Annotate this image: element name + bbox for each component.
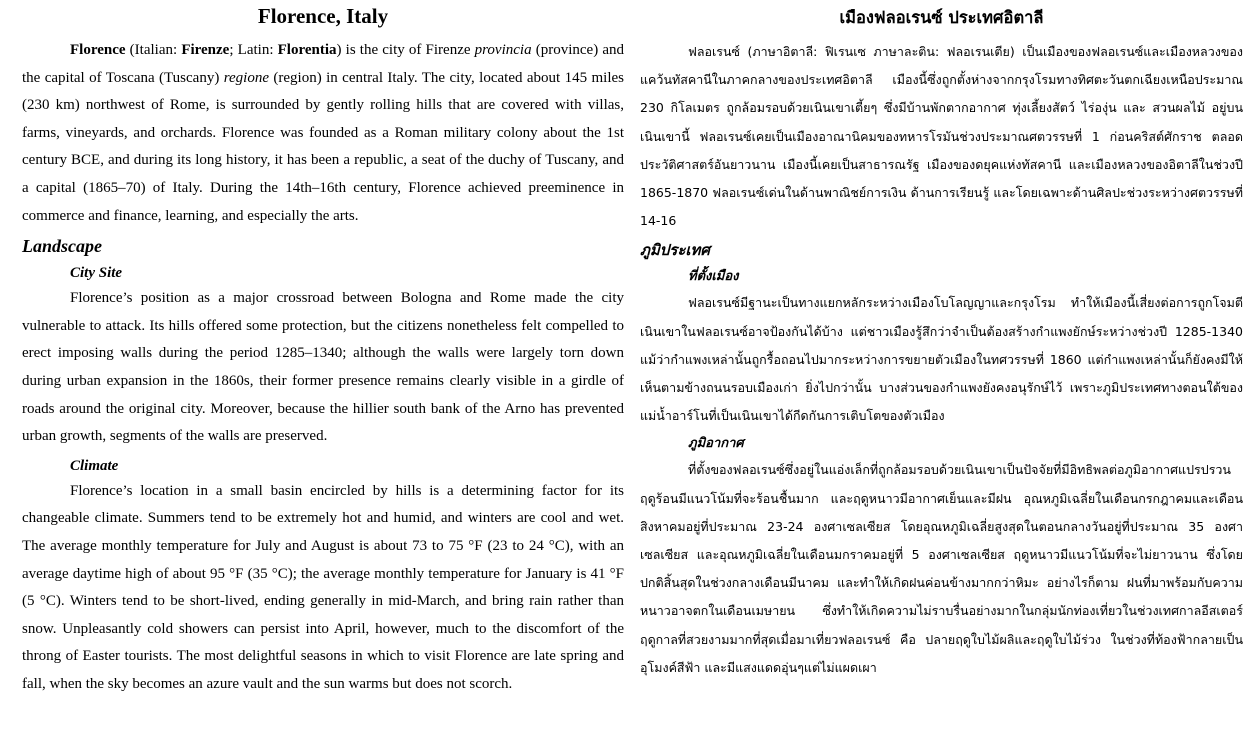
intro-text-4: (province) and the capital of Toscana (Tuscany) [22,42,624,86]
term-firenze: Firenze [181,42,230,58]
english-city-site-heading: City Site [70,265,123,282]
term-florentia: Florentia [277,42,337,58]
english-landscape-heading: Landscape [22,236,102,257]
intro-text-1: (Italian: [125,42,182,58]
thai-column [640,0,1243,682]
intro-text-2: ; Latin: [229,42,278,58]
english-intro-paragraph [22,37,624,230]
thai-city-site-paragraph: ฟลอเรนซ์มีฐานะเป็นทางแยกหลักระหว่างเมืองโบโลญญาและกรุงโรม ทำให้เมืองนี้เสี่ยงต่อการถูกโจมตี เนินเขาในฟลอเรนซ์อาจป้องกันได้บ้าง แต่ชาวเมืองรู้สึกว่าจำเป็นต้องสร้างกำแพงยักษ์ระหว่างช่วงปี 1285-1340 แม้ว่ากำแพงเหล่านั้นถูกรื้อถอนไปมากระหว่างการขยายตัวเมืองในทศวรรษที่ 1860 แต่กำแพงเหล่านั้นก็ยังคงมีให้เห็นตามข้างถนนรอบเมืองเก่า ยิ่งไปกว่านั้น บางส่วนของกำแพงยังคงอนุรักษ์ไว้ เพราะภูมิประเทศทางตอนใต้ของแม่น้ำอาร์โนที่เป็นเนินเขาได้กีดกันการเติบโตของตัวเมือง [640,295,1243,424]
term-regione: regione [223,69,269,86]
thai-climate-heading: ภูมิอากาศ [688,436,744,452]
english-climate-paragraph: Florence’s location in a small basin encircled by hills is a determining factor for its changeable climate. Summers tend to be extremely hot and humid, and winters are cool and wet. The average monthly temperature for July and August is about 73 to 75 °F (23 to 24 °C), with an average daytime high of about 95 °F (35 °C); the average monthly temperature for January is 41 °F (5 °C). Winters tend to be short-lived, ending generally in mid-March, and bring rain rather than snow. Unpleasantly cold showers can persist into April, however, much to the discomfort of the throng of Easter tourists. The most delightful seasons in which to visit Florence are late spring and fall, when the sky becomes an azure vault and the sun warms but does not scorch. [22,482,624,692]
intro-text-3: ) is the city of Firenze [336,42,475,58]
english-column [22,0,624,698]
thai-city-site-heading: ที่ตั้งเมือง [688,269,739,285]
term-florence: Florence [70,42,126,58]
thai-climate-paragraph: ที่ตั้งของฟลอเรนซ์ซึ่งอยู่ในแอ่งเล็กที่ถูกล้อมรอบด้วยเนินเขาเป็นปัจจัยที่มีอิทธิพลต่อภูมิอากาศแปรปรวน ฤดูร้อนมีแนวโน้มที่จะร้อนชื้นมาก และฤดูหนาวมีอากาศเย็นและมีฝน อุณหภูมิเฉลี่ยในเดือนกรกฎาคมและเดือนสิงหาคมอยู่ที่ประมาณ 23-24 องศาเซลเซียส โดยอุณหภูมิเฉลี่ยสูงสุดในตอนกลางวันอยู่ที่ประมาณ 35 องศาเซลเซียส และอุณหภูมิเฉลี่ยในเดือนมกราคมอยู่ที่ 5 องศาเซลเซียส ฤดูหนาวมีแนวโน้มที่จะไม่ยาวนาน ซึ่งโดยปกติสิ้นสุดในช่วงกลางเดือนมีนาคม และทำให้เกิดฝนค่อนข้างมากกว่าหิมะ อย่างไรก็ตาม ฝนที่มาพร้อมกับความหนาวอาจตกในเดือนเมษายน ซึ่งทำให้เกิดความไม่ราบรื่นอย่างมากในกลุ่มนักท่องเที่ยวในช่วงเทศกาลอีสเตอร์ ฤดูกาลที่สวยงามมากที่สุดเมื่อมาเที่ยวฟลอเรนซ์ คือ ปลายฤดูใบไม้ผลิและฤดูใบไม้ร่วง ในช่วงที่ท้องฟ้ากลายเป็นอุโมงค์สีฟ้า และมีแสงแดดอุ่นๆแต่ไม่แผดเผา [640,462,1243,675]
intro-text-5: (region) in central Italy. The city, located about 145 miles (230 km) northwest of Rome, is surrounded by gently rolling hills that are covered with villas, farms, vineyards, and orchards. Florence was founded as a Roman military colony about the 1st century BCE, and during its long history, it has been a republic, a seat of the duchy of Tuscany, and a capital (1865–70) of Italy. During the 14th–16th century, Florence achieved preeminence in commerce and finance, learning, and especially the arts. [22,69,624,224]
term-provincia: provincia [474,42,532,58]
english-city-site-paragraph: Florence’s position as a major crossroad between Bologna and Rome made the city vulnerable to attack. Its hills offered some protection, but the citizens nonetheless felt compelled to erect imposing walls during the period 1285–1340; although the walls were largely torn down during urban expansion in the 1860s, their former presence remains clearly visible in a girdle of roads around the original city. Moreover, because the hillier south bank of the Arno has prevented urban growth, segments of the walls are preserved. [22,290,624,445]
english-climate-heading: Climate [70,457,119,474]
english-title: Florence, Italy [257,4,389,28]
thai-landscape-heading: ภูมิประเทศ [640,241,710,260]
thai-intro-paragraph: ฟลอเรนซ์ (ภาษาอิตาลี: ฟิเรนเซ ภาษาละติน: ฟลอเรนเตีย) เป็นเมืองของฟลอเรนซ์และเมืองหลวงของแคว้นทัสคานีในภาคกลางของประเทศอิตาลี เมืองนี้ซึ่งถูกตั้งห่างจากกรุงโรมทางทิศตะวันตกเฉียงเหนือประมาณ 230 กิโลเมตร ถูกล้อมรอบด้วยเนินเขาเตี้ยๆ ซึ่งมีบ้านพักตากอากาศ ทุ่งเลี้ยงสัตว์ ไร่องุ่น และ สวนผลไม้ อยู่บนเนินเขานี้ ฟลอเรนซ์เคยเป็นเมืองอาณานิคมของทหารโรมันช่วงประมาณศตวรรษที่ 1 ก่อนคริสต์ศักราช ตลอดประวัติศาสตร์อันยาวนาน เมืองนี้เคยเป็นสาธารณรัฐ เมืองของดยุคแห่งทัสคานี และเมืองหลวงของอิตาลีในช่วงปี 1865-1870 ฟลอเรนซ์เด่นในด้านพาณิชย์การเงิน ด้านการเรียนรู้ และโดยเฉพาะด้านศิลปะช่วงระหว่างศตวรรษที่ 14-16 [640,44,1243,229]
thai-title: เมืองฟลอเรนซ์ ประเทศอิตาลี [839,8,1044,27]
